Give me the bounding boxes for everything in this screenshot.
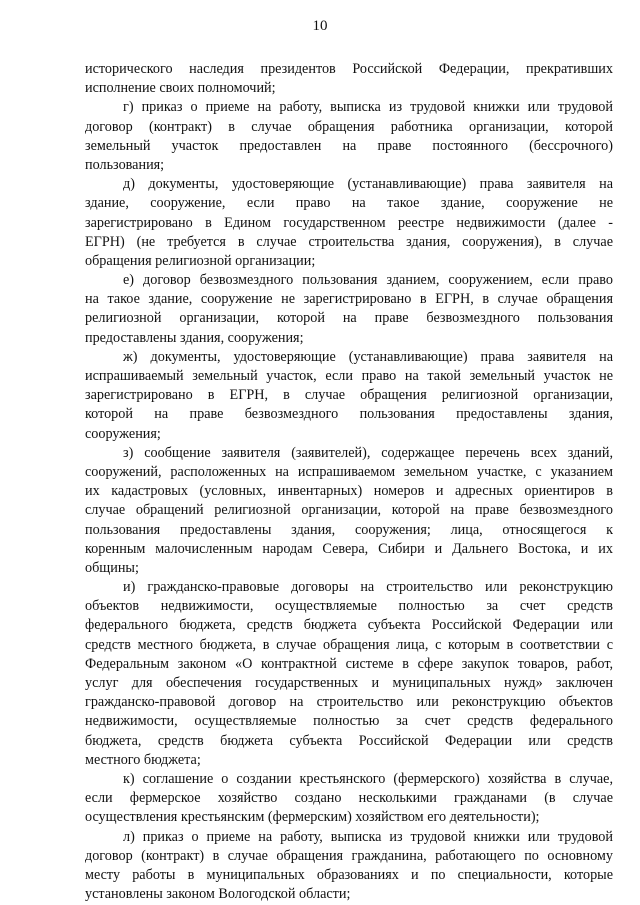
text-line: д) документы, удостоверяющие (устанавливающие) права заявителя на (123, 176, 613, 193)
text-line: гражданско-правовой договор на строительство или реконструкцию объектов (85, 694, 613, 711)
text-line: ЕГРН) (не требуется в случае строительства здания, сооружения), в случае (85, 233, 613, 250)
text-line: пользования предоставлены здания, сооружения; лица, относящегося к (85, 521, 613, 538)
text-line: договор (контракт) в случае обращения работника организации, которой (85, 118, 613, 135)
text-line: ж) документы, удостоверяющие (устанавливающие) права заявителя на (123, 348, 613, 365)
text-line: которой на праве безвозмездного пользования предоставлены здания, (85, 406, 613, 423)
page-number: 10 (312, 18, 328, 34)
text-line: исполнение своих полномочий; (85, 80, 276, 97)
paragraph-l (85, 828, 613, 905)
text-line: месту работы в муниципальных образованиях и по специальности, которые (85, 866, 613, 883)
text-line: средств местного бюджета, в случае обращения лица, с которым в соответствии с (85, 636, 613, 653)
text-line: общины; (85, 559, 139, 576)
text-line: г) приказ о приеме на работу, выписка из трудовой книжки или трудовой (123, 99, 613, 116)
text-line: установлены законом Вологодской области; (85, 886, 351, 903)
text-line: предоставлены здания, сооружения; (85, 329, 304, 346)
text-line: осуществления крестьянским (фермерским) хозяйством его деятельности); (85, 809, 540, 826)
text-line: религиозной организации, которой на праве безвозмездного пользования (85, 310, 613, 327)
text-line: недвижимости, осуществляемые полностью за счет средств федерального (85, 713, 613, 730)
text-line: услуг для обеспечения государственных и муниципальных нужд» заключен (85, 675, 613, 691)
text-line: е) договор безвозмездного пользования зданием, сооружением, если право (123, 272, 613, 289)
text-line: л) приказ о приеме на работу, выписка из трудовой книжки или трудовой (123, 828, 613, 845)
text-line: здание, сооружение, если право на такое здание, сооружение не (85, 195, 613, 212)
text-line: к) соглашение о создании крестьянского (фермерского) хозяйства в случае, (123, 770, 613, 787)
text-line: з) сообщение заявителя (заявителей), содержащее перечень всех зданий, (123, 444, 613, 461)
paragraph-g (85, 98, 613, 175)
text-line: федерального бюджета, средств бюджета субъекта Российской Федерации или (85, 617, 613, 634)
text-line: зарегистрировано в ЕГРН, в случае обращения религиозной организации, (85, 387, 613, 404)
paragraph-i (85, 578, 613, 770)
paragraph-k (85, 770, 613, 828)
text-line: их кадастровых (условных, инвентарных) номеров и адресных ориентиров в (85, 483, 613, 500)
document-body (85, 60, 613, 904)
text-line: испрашиваемый земельный участок, если право на такой земельный участок не (85, 368, 613, 384)
text-line: случае обращений религиозной организации, которой на праве безвозмездного (85, 502, 613, 519)
paragraph-cont (85, 60, 613, 98)
text-line: коренным малочисленным народам Севера, Сибири и Дальнего Востока, и их (85, 540, 613, 557)
text-line: Федеральным законом «О контрактной системе в сфере закупок товаров, работ, (85, 655, 613, 672)
text-line: сооружений, расположенных на испрашиваемом земельном участке, с указанием (85, 463, 613, 480)
text-line: земельный участок предоставлен на праве постоянного (бессрочного) (85, 137, 613, 154)
text-line: местного бюджета; (85, 751, 201, 768)
text-line: договор (контракт) в случае обращения гражданина, работающего по основному (85, 847, 613, 864)
paragraph-e (85, 271, 613, 348)
text-line: сооружения; (85, 425, 161, 442)
text-line: зарегистрировано в Едином государственном реестре недвижимости (далее - (85, 214, 613, 231)
text-line: если фермерское хозяйство создано несколькими гражданами (в случае (85, 790, 613, 807)
text-line: обращения религиозной организации; (85, 252, 316, 269)
paragraph-zh (85, 348, 613, 444)
text-line: пользования; (85, 156, 165, 173)
text-line: бюджета, средств бюджета субъекта Российской Федерации или средств (85, 732, 613, 749)
text-line: исторического наследия президентов Российской Федерации, прекративших (85, 61, 613, 77)
text-line: на такое здание, сооружение не зарегистрировано в ЕГРН, в случае обращения (85, 291, 613, 308)
paragraph-z (85, 444, 613, 578)
text-line: и) гражданско-правовые договоры на строительство или реконструкцию (123, 579, 613, 596)
paragraph-d (85, 175, 613, 271)
text-line: объектов недвижимости, осуществляемые полностью за счет средств (85, 598, 613, 615)
